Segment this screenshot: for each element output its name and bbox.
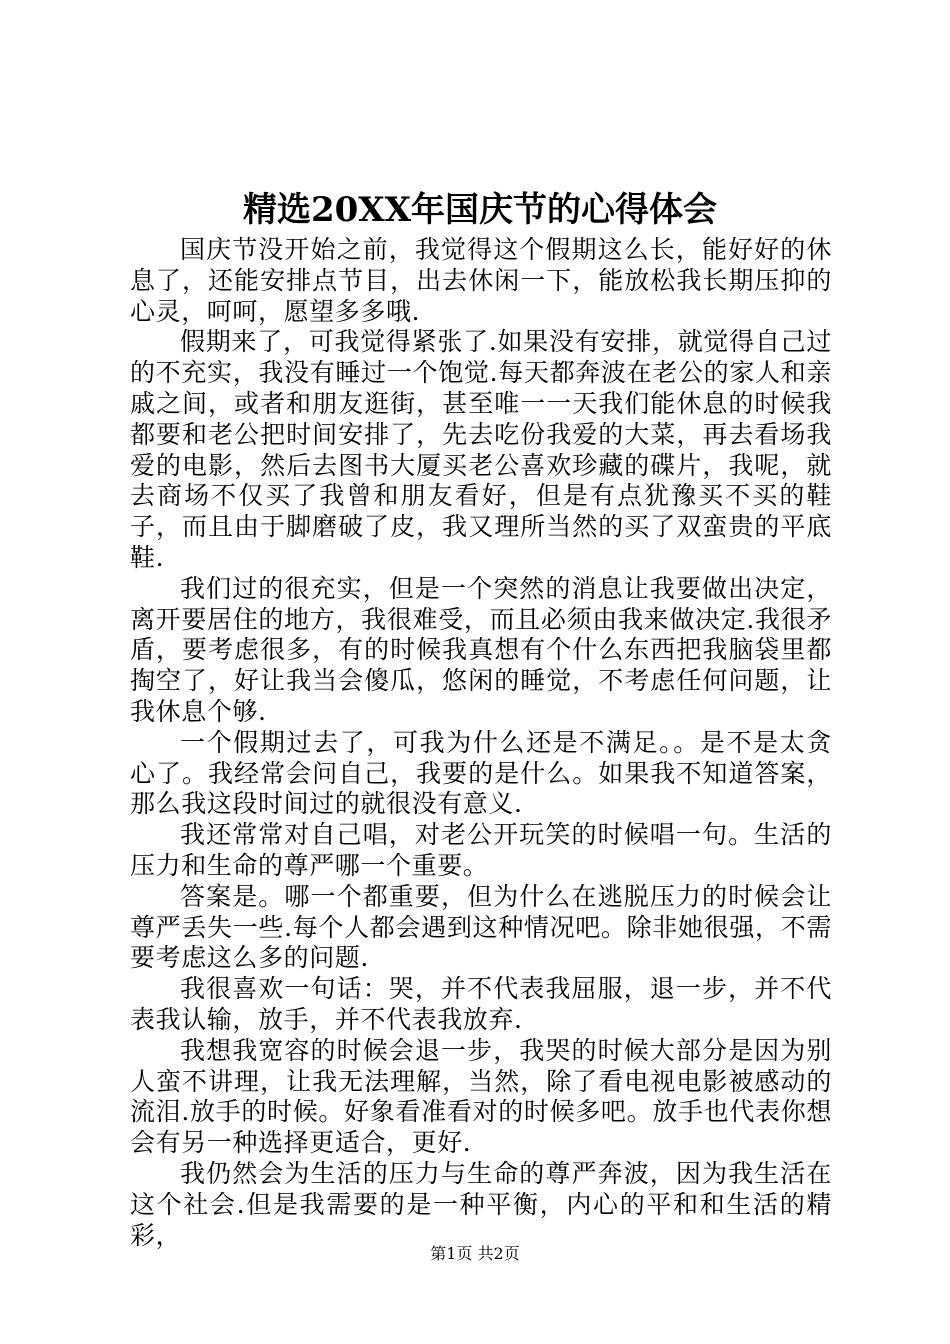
document-title: 精选20XX年国庆节的心得体会: [242, 190, 718, 230]
paragraph-5: 我还常常对自己唱，对老公开玩笑的时候唱一句。生活的压力和生命的尊严哪一个重要。: [130, 820, 832, 880]
page-footer: 第1页 共2页: [430, 1244, 520, 1263]
paragraph-2: 假期来了，可我觉得紧张了.如果没有安排，就觉得自己过的不充实，我没有睡过一个饱觉.每天都奔波在老公的家人和亲戚之间，或者和朋友逛街，甚至唯一一天我们能休息的时候我都要和老公把时间安排了，先去吃份我爱的大菜，再去看场我爱的电影，然后去图书大厦买老公喜欢珍藏的碟片，我呢，就去商场不仅买了我曾和朋友看好，但是有点犹豫买不买的鞋子，而且由于脚磨破了皮，我又理所当然的买了双蛮贵的平底鞋.: [130, 327, 832, 572]
paragraph-1: 国庆节没开始之前，我觉得这个假期这么长，能好好的休息了，还能安排点节目，出去休闲一下，能放松我长期压抑的心灵，呵呵，愿望多多哦.: [130, 235, 832, 326]
paragraph-4: 一个假期过去了，可我为什么还是不满足。。是不是太贪心了。我经常会问自己，我要的是什么。如果我不知道答案，那么我这段时间过的就很没有意义.: [130, 727, 832, 819]
paragraph-7: 我很喜欢一句话：哭，并不代表我屈服，退一步，并不代表我认输，放手，并不代表我放弃.: [130, 974, 832, 1034]
paragraph-6: 答案是。哪一个都重要，但为什么在逃脱压力的时候会让尊严丢失一些.每个人都会遇到这种情况吧。除非她很强，不需要考虑这么多的问题.: [130, 881, 832, 973]
paragraph-8: 我想我宽容的时候会退一步，我哭的时候大部分是因为别人蛮不讲理，让我无法理解，当然，除了看电视电影被感动的流泪.放手的时候。好象看准看对的时候多吧。放手也代表你想会有另一种选择更适合，更好.: [130, 1035, 832, 1158]
paragraph-9: 我仍然会为生活的压力与生命的尊严奔波，因为我生活在这个社会.但是我需要的是一种平衡，内心的平和和生活的精彩，: [130, 1158, 832, 1250]
document-body: [130, 235, 832, 1251]
paragraph-3: 我们过的很充实，但是一个突然的消息让我要做出决定，离开要居住的地方，我很难受，而且必须由我来做决定.我很矛盾，要考虑很多，有的时候我真想有个什么东西把我脑袋里都掏空了，好让我当会傻瓜，悠闲的睡觉，不考虑任何问题，让我休息个够.: [130, 573, 832, 726]
